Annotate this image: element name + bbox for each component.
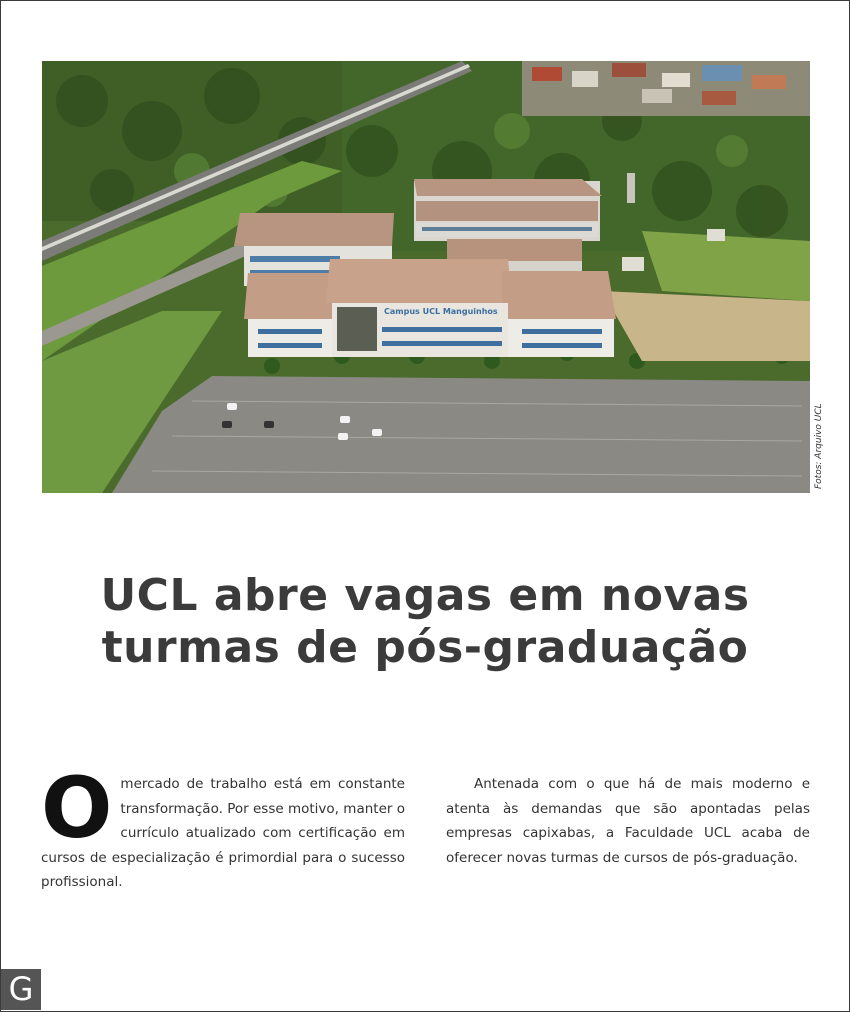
body-column-right	[446, 772, 810, 870]
folio-logo: G	[1, 969, 41, 1010]
photo-credit: Fotos: Arquivo UCL	[814, 403, 824, 489]
body-column-left	[41, 759, 405, 895]
campus-sign: Campus UCL Manguinhos	[384, 307, 498, 316]
headline-line-2: turmas de pós-graduação	[101, 622, 749, 673]
body-left-text: mercado de trabalho está em constante transformação. Por esse motivo, manter o currículo atualizado com certificação em cursos de especialização é primordial para o sucesso profissional.	[41, 776, 405, 890]
campus-aerial-photo	[42, 61, 810, 493]
headline-line-1: UCL abre vagas em novas	[100, 570, 750, 621]
body-right-text: Antenada com o que há de mais moderno e atenta às demandas que são apontadas pelas empresas capixabas, a Faculdade UCL acaba de oferecer novas turmas de cursos de pós-graduação.	[446, 776, 810, 866]
headline	[40, 570, 810, 674]
drop-cap: O	[41, 759, 113, 857]
